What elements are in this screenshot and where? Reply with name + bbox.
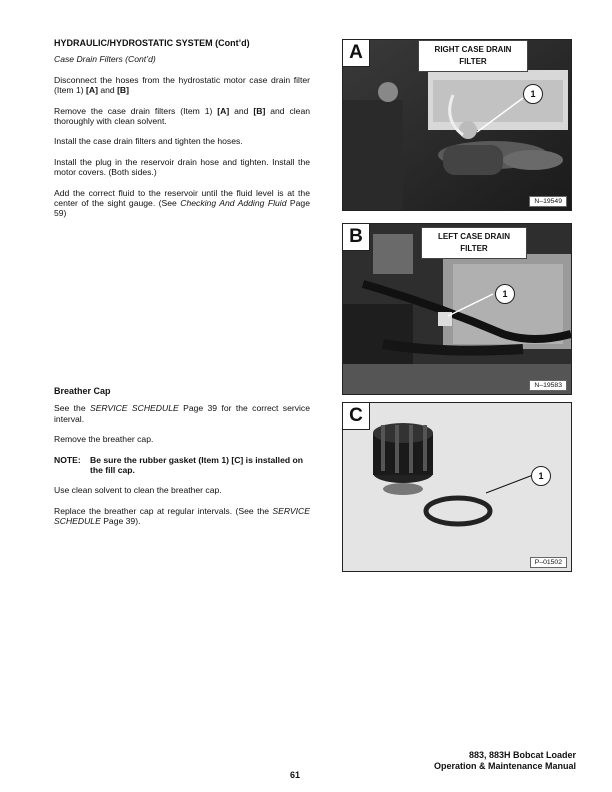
callout-item-1: 1 <box>531 466 551 486</box>
photo-code: N–19549 <box>529 196 567 207</box>
paragraph-install-filters: Install the case drain filters and tighten the hoses. <box>54 136 243 147</box>
figure-c <box>342 402 572 572</box>
text: Remove the case drain filters (Item 1) <box>54 105 218 116</box>
title-line: LEFT CASE DRAIN <box>438 232 510 241</box>
text: and clean thoroughly with clean solvent. <box>54 105 310 127</box>
text: Page 39). <box>100 516 141 527</box>
paragraph-remove <box>54 106 310 127</box>
ref-b: [B] <box>253 105 266 116</box>
paragraph-add-fluid <box>54 188 310 219</box>
photo-code: N–19583 <box>529 380 567 391</box>
link-service-schedule[interactable]: SERVICE SCHEDULE <box>54 505 310 527</box>
paragraph-install-plug: Install the plug in the reservoir drain hose and tighten. Install the motor covers. (Both sides.) <box>54 156 310 178</box>
title-line: FILTER <box>459 57 487 66</box>
text: and <box>229 105 254 116</box>
title-line: FILTER <box>460 244 488 253</box>
text: Page 59) <box>54 198 310 219</box>
link-checking-fluid[interactable]: Checking And Adding Fluid <box>180 198 287 209</box>
text: Add the correct fluid to the reservoir until the fluid level is at the center of the sight gauge. (See <box>54 187 310 209</box>
figure-title <box>418 40 528 72</box>
figure-c-photo <box>343 403 571 571</box>
figure-b <box>342 223 572 395</box>
figure-title <box>421 227 527 259</box>
paragraph-schedule <box>54 403 310 424</box>
figure-letter: C <box>343 403 370 430</box>
photo-code: P–01502 <box>530 557 567 568</box>
note-label: NOTE: <box>54 454 81 465</box>
text: See the <box>54 403 90 414</box>
title-line: Operation & Maintenance Manual <box>433 761 576 771</box>
callout-item-1: 1 <box>523 84 543 104</box>
figure-letter: B <box>343 224 370 251</box>
text: and <box>97 85 118 96</box>
breather-cap-section <box>54 386 310 537</box>
section-subheading: Case Drain Filters (Cont’d) <box>54 54 156 65</box>
figure-letter: A <box>343 40 370 67</box>
title-line: RIGHT CASE DRAIN <box>434 45 512 54</box>
ref-a: [A] <box>217 105 230 116</box>
text: Replace the breather cap at regular intervals. (See the <box>54 505 273 516</box>
title-line: 883, 883H Bobcat Loader <box>468 750 576 760</box>
link-service-schedule[interactable]: SERVICE SCHEDULE <box>89 403 179 414</box>
case-drain-section <box>54 38 310 229</box>
paragraph-disconnect <box>54 75 310 96</box>
paragraph-replace-cap <box>54 506 310 527</box>
paragraph-remove-cap: Remove the breather cap. <box>54 434 154 445</box>
paragraph-clean-cap: Use clean solvent to clean the breather cap. <box>54 485 222 496</box>
text: Page 39 for the correct service interval. <box>54 403 310 424</box>
manual-title <box>434 750 576 772</box>
text: Disconnect the hoses from the hydrostatic motor case drain filter (Item 1) <box>54 74 310 96</box>
callout-item-1: 1 <box>495 284 515 304</box>
section-heading: Breather Cap <box>54 386 111 396</box>
page-number: 61 <box>290 770 301 780</box>
ref-b: [B] <box>117 85 129 96</box>
section-heading: HYDRAULIC/HYDROSTATIC SYSTEM (Cont’d) <box>54 38 250 48</box>
figure-a <box>342 39 572 211</box>
note <box>54 455 310 476</box>
note-text: Be sure the rubber gasket (Item 1) [C] is installed on the fill cap. <box>90 454 303 476</box>
ref-a: [A] <box>86 85 98 96</box>
